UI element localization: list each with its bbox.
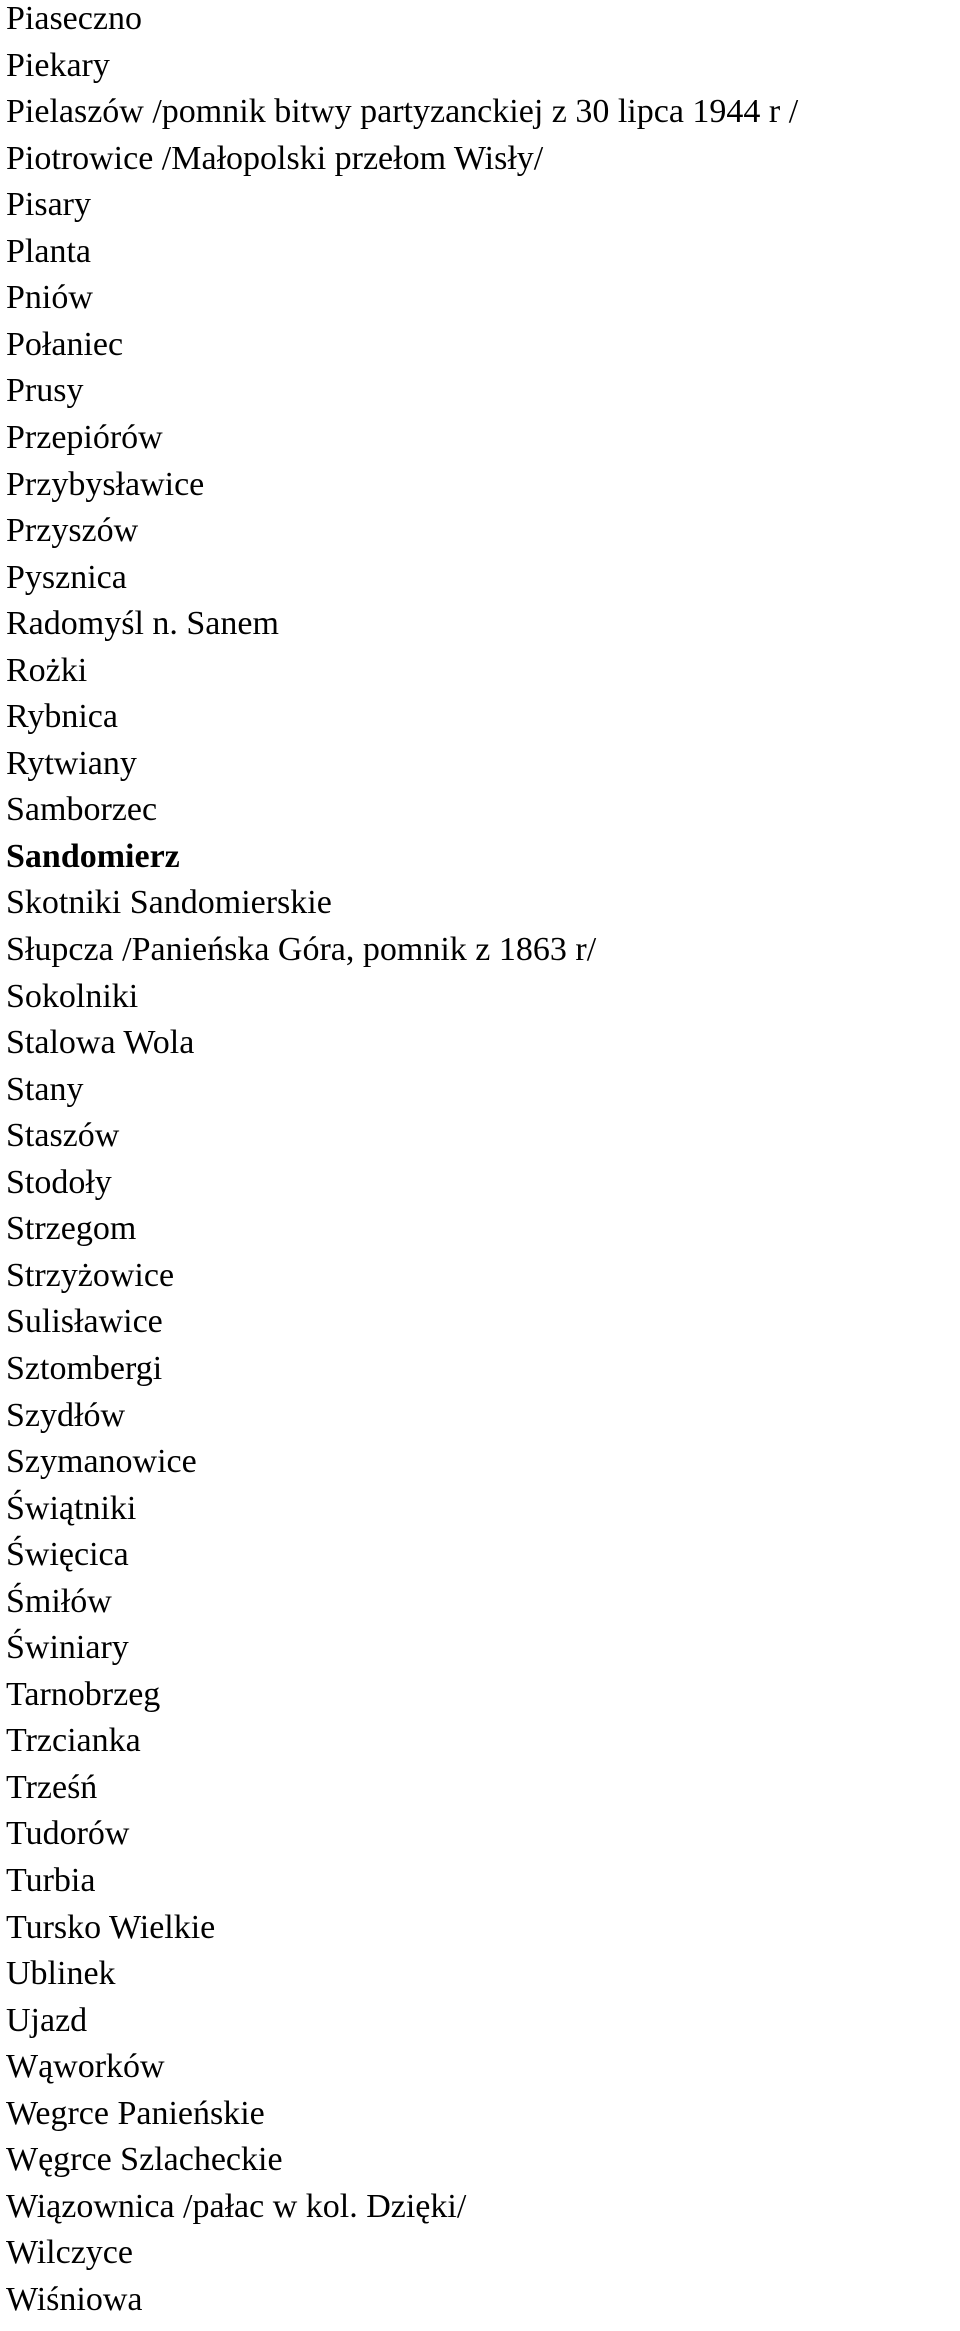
list-item-text: Słupcza /Panieńska Góra, pomnik z 1863 r/ xyxy=(6,931,597,968)
list-item-text: Strzegom xyxy=(6,1210,137,1248)
list-item xyxy=(6,1625,129,1671)
list-item-text: Wiązownica /pałac w kol. Dzięki/ xyxy=(6,2187,467,2225)
list-item-text: Przybysławice xyxy=(6,465,205,503)
list-item xyxy=(6,1579,112,1625)
list-item xyxy=(6,182,91,228)
list-item xyxy=(6,1672,160,1718)
list-item-text: Połaniec xyxy=(6,325,124,363)
list-item xyxy=(6,2044,165,2090)
list-item xyxy=(6,601,279,647)
list-item xyxy=(6,2137,283,2183)
list-item-text: Wegrce Panieńskie xyxy=(6,2094,265,2132)
list-item-text: Sulisławice xyxy=(6,1303,163,1341)
list-item-text: Piaseczno xyxy=(6,0,142,37)
list-item-text: Planta xyxy=(6,232,91,270)
list-item xyxy=(6,1299,163,1345)
list-item xyxy=(6,1718,141,1764)
list-item xyxy=(6,275,93,321)
list-item-text: Pysznica xyxy=(6,558,127,596)
list-item-text: Sokolniki xyxy=(6,977,139,1015)
list-item-text: Turbia xyxy=(6,1862,96,1899)
list-item xyxy=(6,927,596,973)
list-item xyxy=(6,741,137,787)
list-item-text: Piekary xyxy=(6,46,110,84)
list-item xyxy=(6,1160,112,1206)
list-item-text-bold: Sandomierz xyxy=(6,837,180,875)
list-item-text: Ujazd xyxy=(6,2001,88,2039)
list-item xyxy=(6,834,180,880)
list-item xyxy=(6,1951,116,1997)
list-item-text: Rożki xyxy=(6,651,88,689)
list-item xyxy=(6,1020,194,1066)
list-item xyxy=(6,1998,87,2044)
list-item xyxy=(6,1393,125,1439)
list-item xyxy=(6,1067,83,1113)
list-item xyxy=(6,368,83,414)
list-item-text: Skotniki Sandomierskie xyxy=(6,884,332,922)
list-item xyxy=(6,2277,143,2323)
list-item xyxy=(6,787,157,833)
list-item-text: Rybnica xyxy=(6,698,118,736)
list-item xyxy=(6,1765,97,1811)
list-item-text: Szydłów xyxy=(6,1396,125,1434)
list-item xyxy=(6,43,110,89)
list-item-text: Sztombergi xyxy=(6,1349,163,1387)
list-item-text: Świniary xyxy=(6,1629,129,1667)
list-item-text: Wąworków xyxy=(6,2048,165,2086)
list-item xyxy=(6,2091,265,2137)
list-item-text: Pisary xyxy=(6,186,91,224)
list-item xyxy=(6,1439,197,1485)
list-item xyxy=(6,880,332,926)
list-item-text: Święcica xyxy=(6,1536,129,1574)
list-item xyxy=(6,0,142,42)
list-item-text: Prusy xyxy=(6,372,84,410)
list-item xyxy=(6,1486,136,1532)
list-item xyxy=(6,1811,129,1857)
list-item-text: Świątniki xyxy=(6,1489,137,1527)
list-item xyxy=(6,136,543,182)
list-item-text: Trześń xyxy=(6,1768,98,1806)
list-item xyxy=(6,1206,136,1252)
list-item xyxy=(6,1858,95,1904)
list-item-text: Przyszów xyxy=(6,512,139,550)
list-item xyxy=(6,322,123,368)
list-item-text: Stodoły xyxy=(6,1163,112,1201)
list-item xyxy=(6,508,138,554)
list-item-text: Samborzec xyxy=(6,791,158,829)
list-item-text: Radomyśl n. Sanem xyxy=(6,605,279,643)
list-item-text: Węgrce Szlacheckie xyxy=(6,2141,283,2179)
list-item xyxy=(6,415,163,461)
list-item xyxy=(6,1253,174,1299)
list-item xyxy=(6,555,127,601)
list-item xyxy=(6,2230,133,2276)
list-item xyxy=(6,2184,466,2230)
list-item-text: Tursko Wielkie xyxy=(6,1908,216,1946)
list-item xyxy=(6,974,138,1020)
list-item xyxy=(6,1532,129,1578)
list-item-text: Staszów xyxy=(6,1117,120,1155)
list-item-text: Śmiłów xyxy=(6,1582,112,1620)
list-item-text: Wilczyce xyxy=(6,2234,133,2272)
list-item-text: Trzcianka xyxy=(6,1722,141,1760)
list-item xyxy=(6,1905,215,1951)
list-item-text: Rytwiany xyxy=(6,744,137,782)
list-item-text: Wiśniowa xyxy=(6,2280,143,2318)
list-item-text: Stalowa Wola xyxy=(6,1024,195,1062)
list-item-text: Pielaszów /pomnik bitwy partyzanckiej z 30 lipca 1944 r / xyxy=(6,93,799,131)
list-item-text: Przepiórów xyxy=(6,418,163,456)
list-item-text: Piotrowice /Małopolski przełom Wisły/ xyxy=(6,139,544,177)
list-item xyxy=(6,1113,119,1159)
list-item-text: Tarnobrzeg xyxy=(6,1675,161,1713)
list-item xyxy=(6,1346,162,1392)
list-item xyxy=(6,694,118,740)
list-item-text: Tudorów xyxy=(6,1815,130,1853)
list-item-text: Stany xyxy=(6,1070,84,1108)
list-item-text: Strzyżowice xyxy=(6,1256,175,1294)
list-item xyxy=(6,89,798,135)
list-item xyxy=(6,229,91,275)
list-item-text: Pniów xyxy=(6,279,93,317)
list-item-text: Ublinek xyxy=(6,1955,116,1993)
list-item-text: Szymanowice xyxy=(6,1443,197,1481)
list-item xyxy=(6,462,204,508)
list-item xyxy=(6,648,87,694)
